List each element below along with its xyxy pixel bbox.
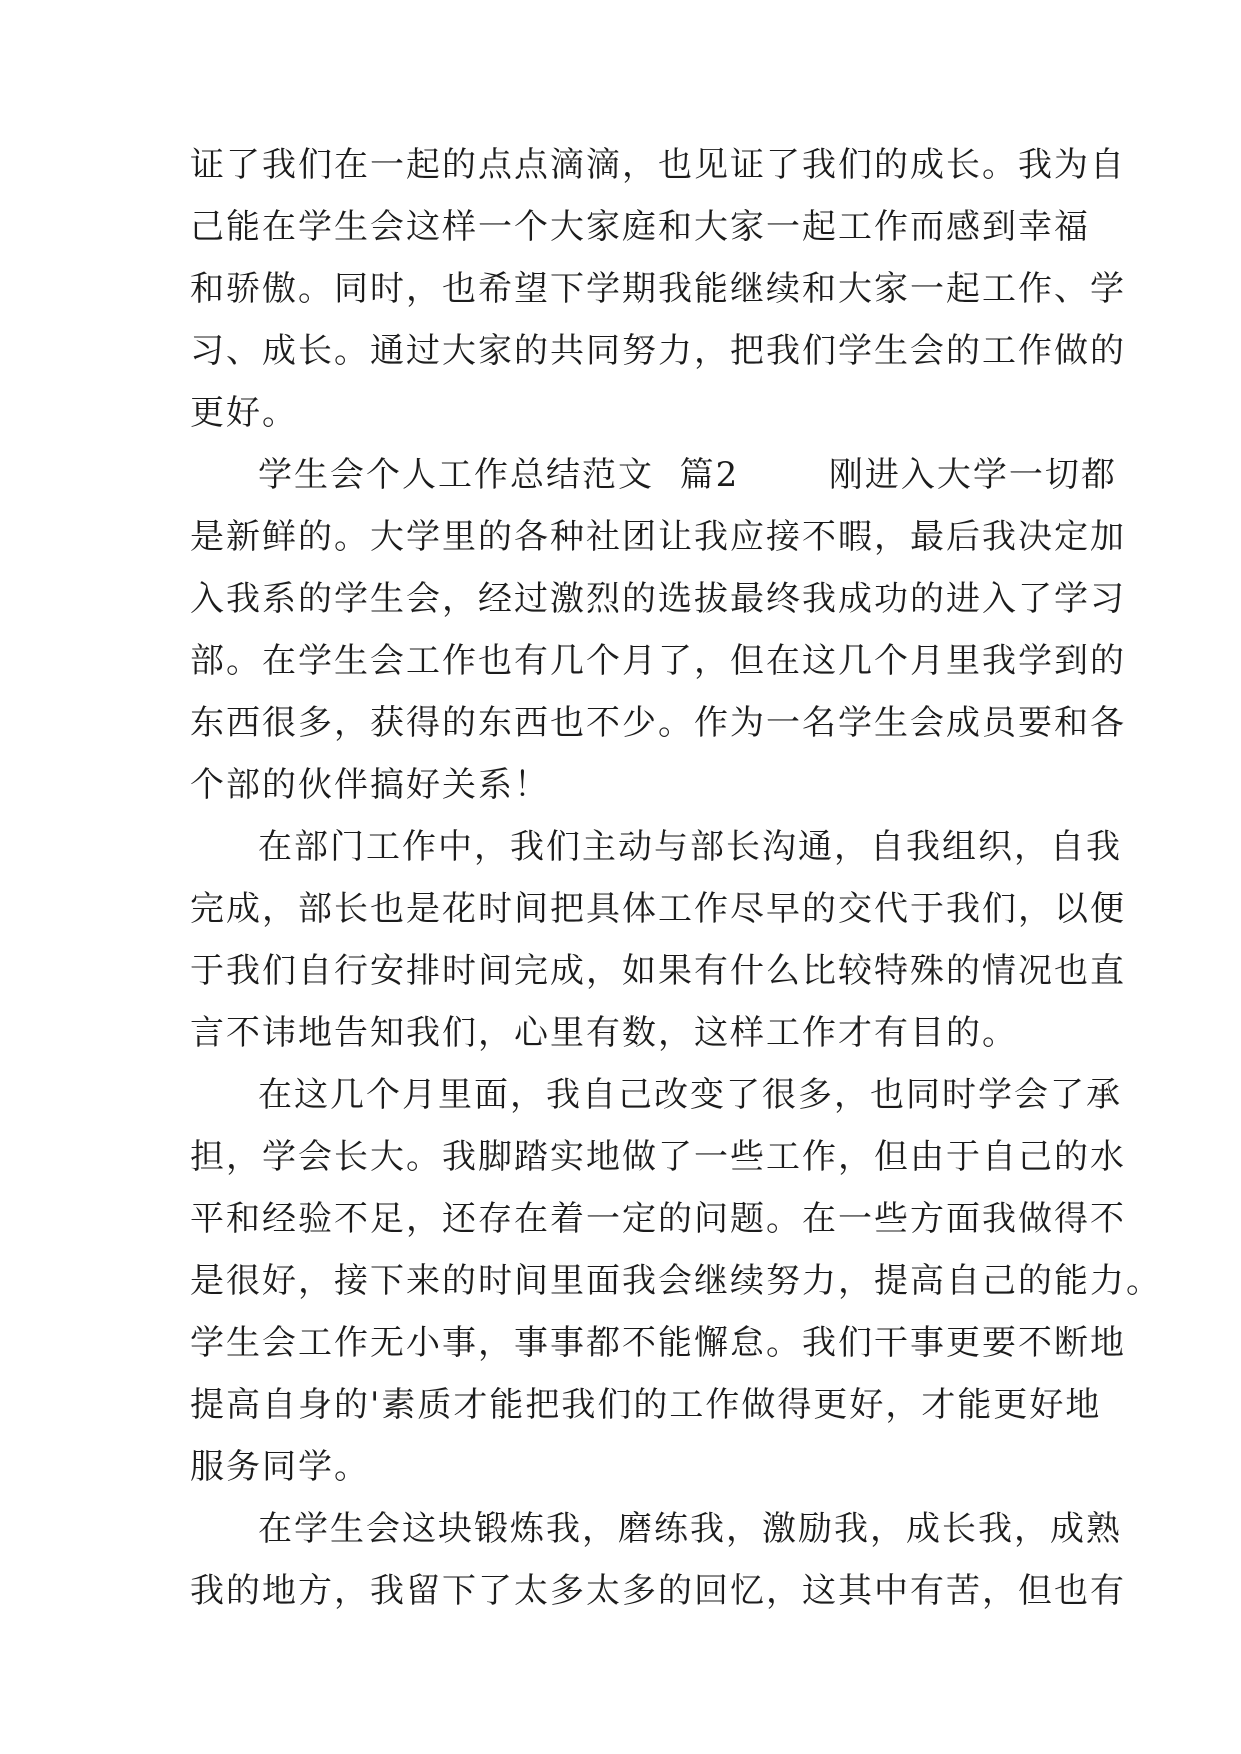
text-line: 在学生会这块锻炼我，磨练我，激励我，成长我，成熟 xyxy=(258,1509,1122,1549)
text-line: 我的地方，我留下了太多太多的回忆，这其中有苦，但也有 xyxy=(190,1571,1126,1611)
text-line: 完成，部长也是花时间把具体工作尽早的交代于我们，以便 xyxy=(190,889,1126,929)
text-line: 是很好，接下来的时间里面我会继续努力，提高自己的能力。 xyxy=(190,1261,1162,1301)
text-line: 于我们自行安排时间完成，如果有什么比较特殊的情况也直 xyxy=(190,951,1126,991)
text-line: 习、成长。通过大家的共同努力，把我们学生会的工作做的 xyxy=(190,331,1126,371)
text-line: 部。在学生会工作也有几个月了，但在这几个月里我学到的 xyxy=(190,641,1126,681)
paragraph xyxy=(190,134,1126,444)
text-line: 己能在学生会这样一个大家庭和大家一起工作而感到幸福 xyxy=(190,207,1090,247)
text-line: 更好。 xyxy=(190,393,298,433)
text-line: 在这几个月里面，我自己改变了很多，也同时学会了承 xyxy=(258,1075,1122,1115)
text-line: 在部门工作中，我们主动与部长沟通，自我组织，自我 xyxy=(258,827,1122,867)
text-line: 东西很多，获得的东西也不少。作为一名学生会成员要和各 xyxy=(190,703,1126,743)
text-line: 和骄傲。同时，也希望下学期我能继续和大家一起工作、学 xyxy=(190,269,1126,309)
text-line: 是新鲜的。大学里的各种社团让我应接不暇，最后我决定加 xyxy=(190,517,1126,557)
text-line: 平和经验不足，还存在着一定的问题。在一些方面我做得不 xyxy=(190,1199,1126,1239)
paragraph xyxy=(190,1064,1162,1498)
text-line: 学生会个人工作总结范文 篇2 刚进入大学一切都 xyxy=(258,455,1117,495)
text-line: 学生会工作无小事，事事都不能懈怠。我们干事更要不断地 xyxy=(190,1323,1126,1363)
paragraph xyxy=(190,816,1126,1064)
text-line: 提高自身的'素质才能把我们的工作做得更好，才能更好地 xyxy=(190,1385,1102,1425)
text-line: 证了我们在一起的点点滴滴，也见证了我们的成长。我为自 xyxy=(190,145,1126,185)
text-line: 担，学会长大。我脚踏实地做了一些工作，但由于自己的水 xyxy=(190,1137,1126,1177)
text-line: 入我系的学生会，经过激烈的选拔最终我成功的进入了学习 xyxy=(190,579,1126,619)
text-line: 个部的伙伴搞好关系！ xyxy=(190,765,550,805)
text-line: 服务同学。 xyxy=(190,1447,370,1487)
document-page xyxy=(190,134,1162,1622)
text-line: 言不讳地告知我们，心里有数，这样工作才有目的。 xyxy=(190,1013,1018,1053)
paragraph xyxy=(190,1498,1126,1622)
paragraph xyxy=(190,444,1126,816)
